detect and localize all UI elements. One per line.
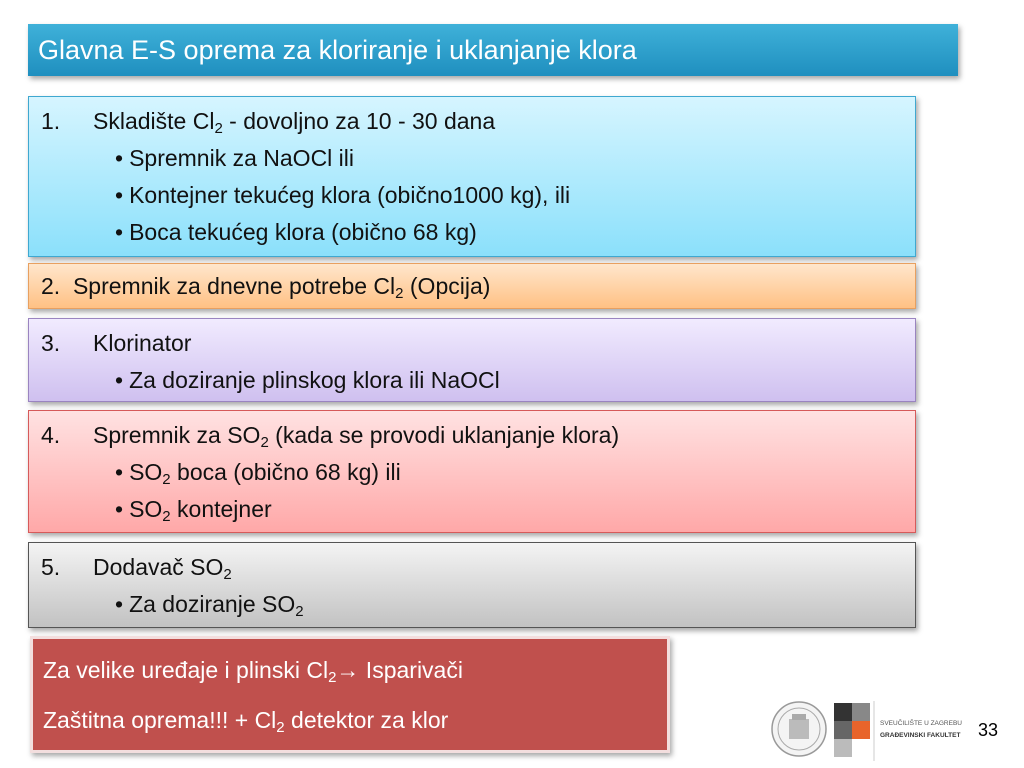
heading-text: Spremnik za dnevne potrebe Cl	[72, 273, 396, 299]
item-number: 4.	[41, 422, 61, 448]
note-line-evaporators	[43, 645, 657, 695]
bullet-text: Za doziranje SO	[129, 591, 296, 617]
so2-tank-heading	[41, 417, 903, 454]
note-text: Zaštitna oprema!!! + Cl	[43, 707, 277, 733]
bullet-text: Boca tekućeg klora (obično 68 kg)	[129, 219, 477, 245]
bullet-text-rest: kontejner	[170, 496, 272, 522]
bullet-icon: •	[115, 182, 124, 208]
subscript: 2	[395, 285, 404, 302]
logo-university-text: SVEUČILIŠTE U ZAGREBU	[880, 720, 962, 727]
daily-tank-heading	[41, 268, 903, 305]
heading-text-rest: (kada se provodi uklanjanje klora)	[268, 422, 620, 448]
page-number: 33	[978, 720, 999, 740]
item-number: 2.	[41, 273, 61, 299]
bullet-text-rest: boca (obično 68 kg) ili	[170, 459, 401, 485]
daily-tank-box	[28, 263, 916, 309]
bullet-item	[41, 214, 903, 251]
bullet-item	[41, 177, 903, 214]
heading-text: Dodavač SO	[93, 554, 224, 580]
storage-heading	[41, 103, 903, 140]
so2-tank-box	[28, 410, 916, 533]
note-text: Za velike uređaje i plinski Cl	[43, 657, 329, 683]
bullet-icon: •	[115, 459, 124, 485]
bullet-text: SO	[129, 459, 163, 485]
bullet-text: Za doziranje plinskog klora ili NaOCl	[129, 367, 500, 393]
bullet-item	[41, 586, 903, 623]
bullet-item	[41, 362, 903, 399]
item-number: 5.	[41, 554, 61, 580]
bullet-icon: •	[115, 591, 124, 617]
note-text-rest: Isparivači	[359, 657, 463, 683]
subscript: 2	[214, 120, 223, 137]
subscript: 2	[260, 434, 269, 451]
note-line-protection	[43, 695, 657, 745]
bullet-icon: •	[115, 219, 124, 245]
heading-text: Klorinator	[93, 330, 192, 356]
so2-feeder-heading	[41, 549, 903, 586]
university-logo	[770, 697, 975, 765]
note-box	[30, 636, 670, 753]
item-number: 1.	[41, 108, 61, 134]
subscript: 2	[295, 603, 304, 620]
heading-text-rest: (Opcija)	[403, 273, 491, 299]
storage-box	[28, 96, 916, 257]
subscript: 2	[162, 471, 171, 488]
chlorinator-heading	[41, 325, 903, 362]
bullet-text: Spremnik za NaOCl ili	[129, 145, 355, 171]
note-text-rest: detektor za klor	[284, 707, 449, 733]
subscript: 2	[328, 669, 337, 686]
heading-text: Spremnik za SO	[93, 422, 261, 448]
slide-title: Glavna E-S oprema za kloriranje i uklanjanje klora	[28, 24, 958, 76]
subscript: 2	[223, 566, 232, 583]
faculty-emblem-icon	[834, 701, 874, 761]
so2-feeder-box	[28, 542, 916, 628]
bullet-icon: •	[115, 145, 124, 171]
logo-faculty-text: GRAĐEVINSKI FAKULTET	[880, 732, 961, 739]
bullet-icon: •	[115, 496, 124, 522]
seal-icon	[772, 702, 826, 756]
heading-text: Skladište Cl	[93, 108, 215, 134]
bullet-item	[41, 140, 903, 177]
bullet-item	[41, 454, 903, 491]
bullet-text: Kontejner tekućeg klora (obično1000 kg), ili	[129, 182, 571, 208]
subscript: 2	[162, 508, 171, 525]
bullet-text: SO	[129, 496, 163, 522]
heading-text-rest: - dovoljno za 10 - 30 dana	[222, 108, 496, 134]
subscript: 2	[276, 719, 285, 736]
bullet-item	[41, 491, 903, 528]
arrow-icon: →	[336, 657, 360, 683]
bullet-icon: •	[115, 367, 124, 393]
chlorinator-box	[28, 318, 916, 402]
item-number: 3.	[41, 330, 61, 356]
